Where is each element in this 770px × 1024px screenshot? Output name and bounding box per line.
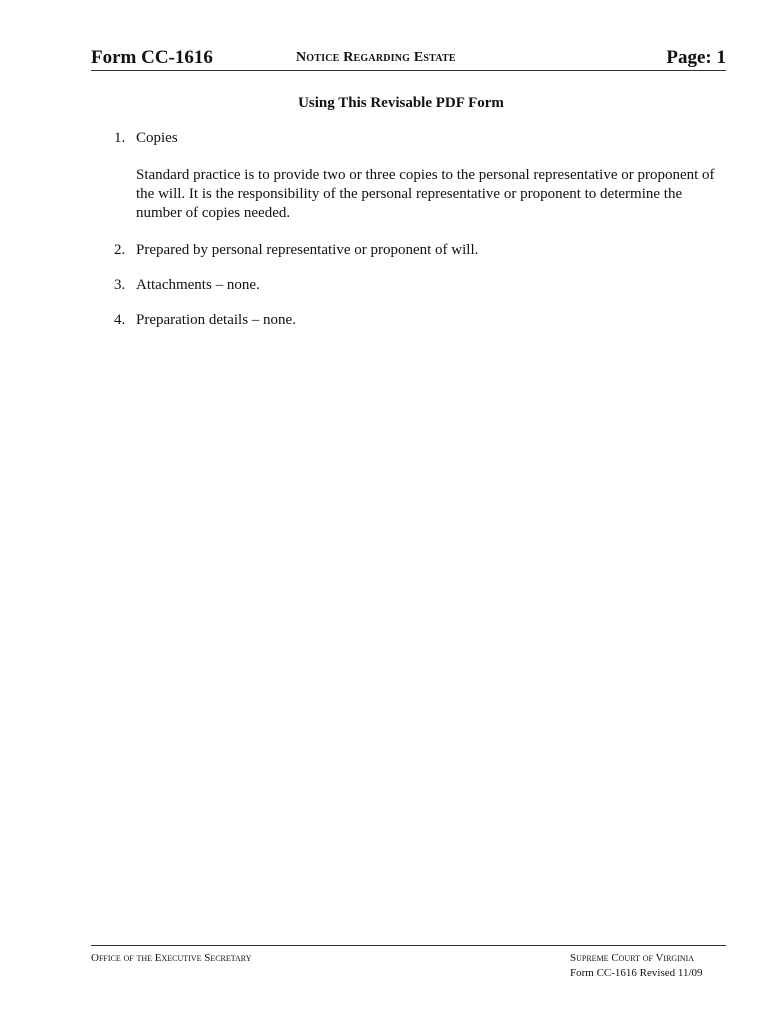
list-item-number: 1. — [114, 130, 126, 146]
list-item-number: 2. — [114, 242, 126, 258]
list-item-number: 3. — [114, 277, 126, 293]
list-item — [114, 276, 726, 295]
list-item-text: Prepared by personal representative or proponent of will. — [136, 242, 479, 258]
section-heading: Using This Revisable PDF Form — [298, 95, 504, 111]
list-item-text: Copies — [136, 130, 178, 146]
list-item-text: Preparation details – none. — [136, 312, 296, 328]
list-item-number: 4. — [114, 312, 126, 328]
list-item — [114, 241, 726, 260]
page-footer — [91, 945, 726, 979]
list-item-text: Attachments – none. — [136, 277, 260, 293]
footer-revision: Form CC-1616 Revised 11/09 — [570, 967, 703, 979]
footer-court-block — [570, 951, 726, 981]
instructions-list — [114, 129, 726, 330]
list-item — [114, 311, 726, 330]
form-id: Form CC-1616 — [91, 47, 213, 68]
form-title: Notice Regarding Estate — [296, 50, 456, 65]
footer-court: Supreme Court of Virginia — [570, 952, 695, 964]
list-item — [114, 129, 726, 148]
page-number: Page: 1 — [666, 47, 726, 68]
page-header — [91, 46, 726, 71]
list-item-paragraph: Standard practice is to provide two or three copies to the personal representative or proponent of the will. It is the responsibility of the personal representative or proponent to determine the number of copies needed. — [136, 167, 715, 221]
footer-office: Office of the Executive Secretary — [91, 952, 252, 964]
